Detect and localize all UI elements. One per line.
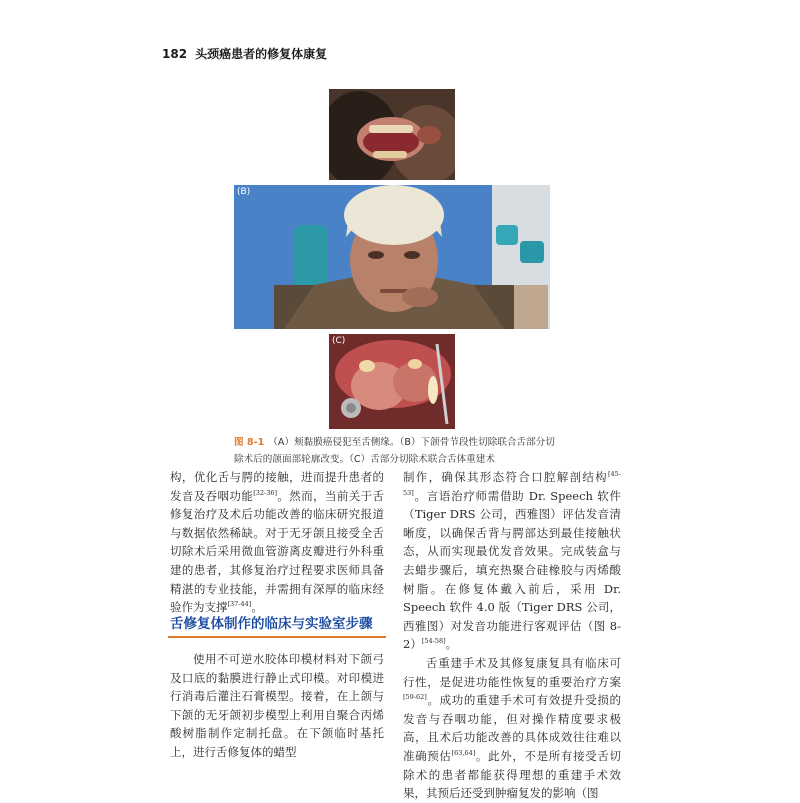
citation-ref: [63,64] <box>451 749 476 758</box>
left-paragraph-1 <box>170 468 384 617</box>
left-p1-text-b: 。然而，当前关于舌修复治疗及术后功能改善的临床研究报道与数据依然稀缺。对于无牙颌且接受全舌切除术后采用微血管游离皮瓣进行外科重建的患者，其修复治疗过程要求医师具备精湛的专业技能，并需拥有深厚的临床经验作为支撑 <box>170 488 385 615</box>
figure-caption <box>234 434 564 468</box>
left-p1-text-c: 。 <box>251 600 263 615</box>
figure-panel-a-photo <box>329 89 455 180</box>
panel-a-illustration <box>329 89 455 180</box>
right-column <box>403 468 621 803</box>
citation-ref: [32-36] <box>253 488 278 497</box>
panel-c-label: (C) <box>332 336 346 346</box>
book-title: 头颈癌患者的修复体康复 <box>195 47 328 61</box>
left-paragraph-2: 使用不可逆水胶体印模材料对下颌弓及口底的黏膜进行静止式印模。对印模进行消毒后灌注石膏模型。接着，在上颌与下颌的无牙颌初步模型上利用自聚合丙烯酸树脂制作定制托盘。在下颌临时基托上，进行舌修复体的蜡型 <box>170 652 384 759</box>
right-p2-text-b: 。成功的重建手术可有效提升受损的发音与吞咽功能，但对操作精度要求极高，且术后功能改善的具体成效往往难以准确预估 <box>403 693 621 763</box>
panel-b-illustration <box>234 185 550 329</box>
panel-c-illustration <box>329 334 455 429</box>
citation-ref: [54-58] <box>421 637 446 646</box>
citation-ref: [45-53] <box>403 470 621 497</box>
right-p1-text-b: 。言语治疗师需借助 Dr. Speech 软件（Tiger DRS 公司，西雅图）评估发音清晰度，以确保舌背与腭部达到最佳接触状态，从而实现最优发音效果。完成装盒与去蜡步骤后，填充热聚合硅橡胶与丙烯酸树脂。在修复体戴入前后，采用 Dr. Speech 软件 4.0 版（Tiger DRS 公司，西雅图）对发音功能进行客观评估（图 8-2） <box>403 488 621 652</box>
right-p2-text-c: 。此外，不是所有接受舌切除术的患者都能获得理想的重建手术效果，其预后还受到肿瘤复发的影响（图 <box>403 748 621 801</box>
figure-panel-b-photo <box>234 185 550 329</box>
page-number: 182 <box>162 47 188 61</box>
right-paragraph-2 <box>403 654 621 803</box>
right-p1-text-c: 。 <box>445 637 458 652</box>
right-p2-text-a: 舌重建手术及其修复康复具有临床可行性，是促进功能性恢复的重要治疗方案 <box>403 655 621 689</box>
right-p1-text-a: 制作，确保其形态符合口腔解剖结构 <box>403 470 608 484</box>
right-paragraph-1 <box>403 468 621 654</box>
panel-b-label: (B) <box>237 187 251 197</box>
left-column-lower <box>170 650 384 762</box>
figure-panel-c-photo <box>329 334 455 429</box>
citation-ref: [37-44] <box>227 600 252 609</box>
left-p1-text-a: 构，优化舌与腭的接触，进而提升患者的发音及吞咽功能 <box>170 470 384 503</box>
section-heading-text: 舌修复体制作的临床与实验室步骤 <box>170 616 373 632</box>
running-header <box>162 45 327 62</box>
citation-ref: [59-62] <box>403 693 427 702</box>
figure-caption-text: （A）颊黏膜癌侵犯至舌侧缘。（B）下颌骨节段性切除联合舌部分切除术后的颌面部轮廓改变。（C）舌部分切除术联合舌体重建术 <box>234 437 555 465</box>
figure-caption-label: 图 8-1 <box>234 437 265 448</box>
left-column <box>170 468 384 617</box>
section-heading <box>168 610 386 638</box>
